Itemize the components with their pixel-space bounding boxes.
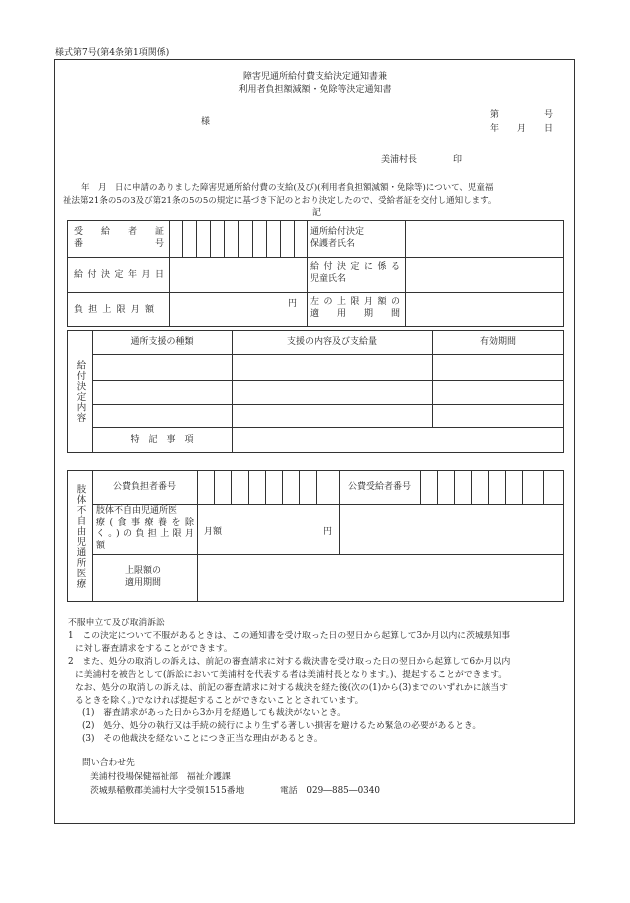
monthly-amount-label: 月額 [204,527,223,537]
contact-heading: 問い合わせ先 [82,758,135,768]
burden-limit-yen: 円 [288,299,298,309]
document-date-label: 年 月 日 [490,124,554,134]
benefit-decision-section-label: 給付決定内容 [74,360,86,423]
intro-line-1: 年 月 日に申請のありました障害児通所給付費の支給(及び)(利用者負担額減額・免除等)について、児童福 [81,183,494,193]
contact-department: 美浦村役場保健福祉部 福祉介護課 [90,772,231,782]
service-type-column-header: 通所支援の種類 [130,337,194,347]
medical-limit-period-label: 上限額の 適用期間 [124,566,161,588]
burden-limit-label: 負担上限月額 [74,304,154,315]
issuer-name: 美浦村長 印 [381,155,463,165]
public-recipient-number-label: 公費受給者番号 [347,482,411,492]
appeal-paragraph-1-line-1: 1 この決定について不服があるときは、この通知書を受け取った日の翌日から起算して3か月以内に茨城県知事 [68,631,511,641]
appeal-paragraph-2-line-2: に美浦村を被告として(訴訟において美浦村を代表する者は美浦村長となります。)、提起することができます。 [75,670,508,680]
title-line-2: 利用者負担額減額・免除等決定通知書 [238,85,392,95]
appeal-item-3: (3) その他裁決を経ないことにつき正当な理由があるとき。 [82,734,323,744]
appeal-paragraph-1-line-2: に対し審査請求をすることができます。 [75,644,233,654]
appeal-item-1: (1) 審査請求があった日から3か月を経過しても裁決がないとき。 [82,708,346,718]
contact-address: 茨城県稲敷郡美浦村大字受領1515番地 [90,786,245,796]
medical-burden-limit-label: 肢体不自由児通所医 療(食事療養を除 く。)の負担上限月 額 [96,506,194,551]
form-number-label: 様式第7号(第4条第1項関係) [55,48,170,58]
appeal-heading: 不服申立て及び取消訴訟 [68,618,165,628]
appeal-paragraph-2-line-4: るときを除く。)でなければ提起することができないこととされています。 [75,696,364,706]
ki-marker: 記 [312,208,322,218]
document-number-label: 第 号 [490,110,554,120]
application-period-label: 左の上限月額の 適 用 期 間 [310,297,400,319]
contact-phone: 電話 029―885―0340 [280,786,380,796]
public-payer-number-label: 公費負担者番号 [112,482,176,492]
addressee-suffix: 様 [201,117,211,127]
appeal-paragraph-2-line-1: 2 また、処分の取消しの訴えは、前記の審査請求に対する裁決書を受け取った日の翌日から起算して6か月以内 [68,657,511,667]
support-content-column-header: 支援の内容及び支給量 [286,337,377,347]
validity-period-column-header: 有効期間 [479,337,516,347]
special-notes-label: 特 記 事 項 [130,435,194,445]
child-name-label: 給付決定に係る 児童氏名 [310,262,400,284]
guardian-name-label: 通所給付決定 保護者氏名 [310,227,365,249]
appeal-paragraph-2-line-3: なお、処分の取消しの訴えは、前記の審査請求に対する裁決を経た後(次の(1)から(3)までのいずれかに該当す [75,683,509,693]
medical-care-section-label: 肢体不自由児通所医療 [74,483,86,589]
recipient-number-label: 受 給 者 証 番 号 [74,227,164,249]
monthly-amount-yen: 円 [323,527,333,537]
intro-line-2: 祉法第21条の5の3及び第21条の5の5の規定に基づき下記のとおり決定したので、受給者証を交付し通知します。 [63,196,497,206]
title-line-1: 障害児通所給付費支給決定通知書兼 [242,72,387,82]
appeal-item-2: (2) 処分、処分の執行又は手続の続行により生ずる著しい損害を避けるため緊急の必要があるとき。 [82,721,482,731]
decision-date-label: 給付決定年月日 [74,269,164,280]
